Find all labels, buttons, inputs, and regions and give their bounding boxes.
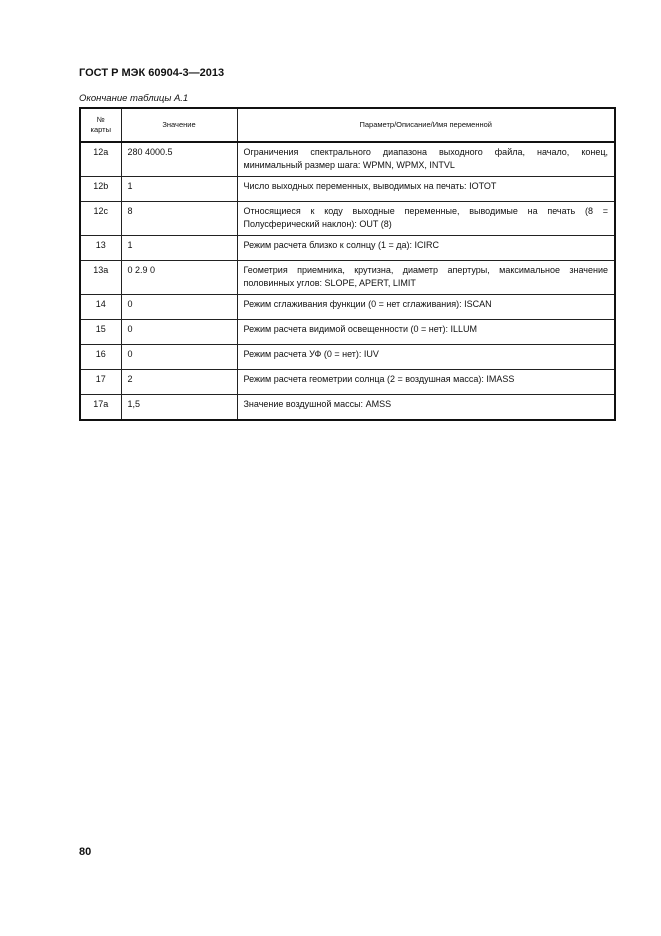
value-cell: 0 — [121, 320, 237, 345]
table-header-row — [80, 108, 615, 142]
header-card-number-word: карты — [90, 125, 111, 134]
description-cell: Ограничения спектрального диапазона выходного файла, начало, конец, минимальный размер шага: WPMN, WPMX, INTVL — [237, 142, 615, 177]
parameters-table — [79, 107, 616, 421]
card-number-cell: 12b — [80, 177, 121, 202]
value-cell: 8 — [121, 202, 237, 236]
description-cell: Значение воздушной массы: AMSS — [237, 395, 615, 420]
value-cell: 0 — [121, 345, 237, 370]
table-row — [80, 395, 615, 420]
table-caption: Окончание таблицы А.1 — [79, 93, 189, 104]
description-cell: Число выходных переменных, выводимых на печать: IOTOT — [237, 177, 615, 202]
value-cell: 280 4000.5 — [121, 142, 237, 177]
card-number-cell: 12а — [80, 142, 121, 177]
value-cell: 0 — [121, 295, 237, 320]
table-row — [80, 295, 615, 320]
description-cell: Режим сглаживания функции (0 = нет сглаживания): ISCAN — [237, 295, 615, 320]
table-row — [80, 177, 615, 202]
header-value: Значение — [121, 108, 237, 142]
card-number-cell: 14 — [80, 295, 121, 320]
table-row — [80, 320, 615, 345]
value-cell: 2 — [121, 370, 237, 395]
header-card-number-symbol: № — [96, 115, 105, 124]
card-number-cell: 15 — [80, 320, 121, 345]
card-number-cell: 12с — [80, 202, 121, 236]
card-number-cell: 17а — [80, 395, 121, 420]
card-number-cell: 13 — [80, 236, 121, 261]
table-row — [80, 202, 615, 236]
value-cell: 1 — [121, 177, 237, 202]
table-row — [80, 236, 615, 261]
card-number-cell: 17 — [80, 370, 121, 395]
document-header: ГОСТ Р МЭК 60904-3—2013 — [79, 67, 225, 79]
value-cell: 0 2.9 0 — [121, 261, 237, 295]
header-card-number — [80, 108, 121, 142]
table-row — [80, 261, 615, 295]
description-cell: Режим расчета видимой освещенности (0 = нет): ILLUM — [237, 320, 615, 345]
table-row — [80, 142, 615, 177]
table-row — [80, 345, 615, 370]
header-parameter: Параметр/Описание/Имя переменной — [237, 108, 615, 142]
description-cell: Относящиеся к коду выходные переменные, выводимые на печать (8 = Полусферический наклон): OUT (8) — [237, 202, 615, 236]
description-cell: Режим расчета геометрии солнца (2 = воздушная масса): IMASS — [237, 370, 615, 395]
card-number-cell: 16 — [80, 345, 121, 370]
table-row — [80, 370, 615, 395]
description-cell: Режим расчета близко к солнцу (1 = да): ICIRC — [237, 236, 615, 261]
card-number-cell: 13а — [80, 261, 121, 295]
description-cell: Режим расчета УФ (0 = нет): IUV — [237, 345, 615, 370]
description-cell: Геометрия приемника, крутизна, диаметр апертуры, максимальное значение половинных углов: SLOPE, APERT, LIMIT — [237, 261, 615, 295]
page-number: 80 — [79, 846, 92, 858]
value-cell: 1,5 — [121, 395, 237, 420]
value-cell: 1 — [121, 236, 237, 261]
